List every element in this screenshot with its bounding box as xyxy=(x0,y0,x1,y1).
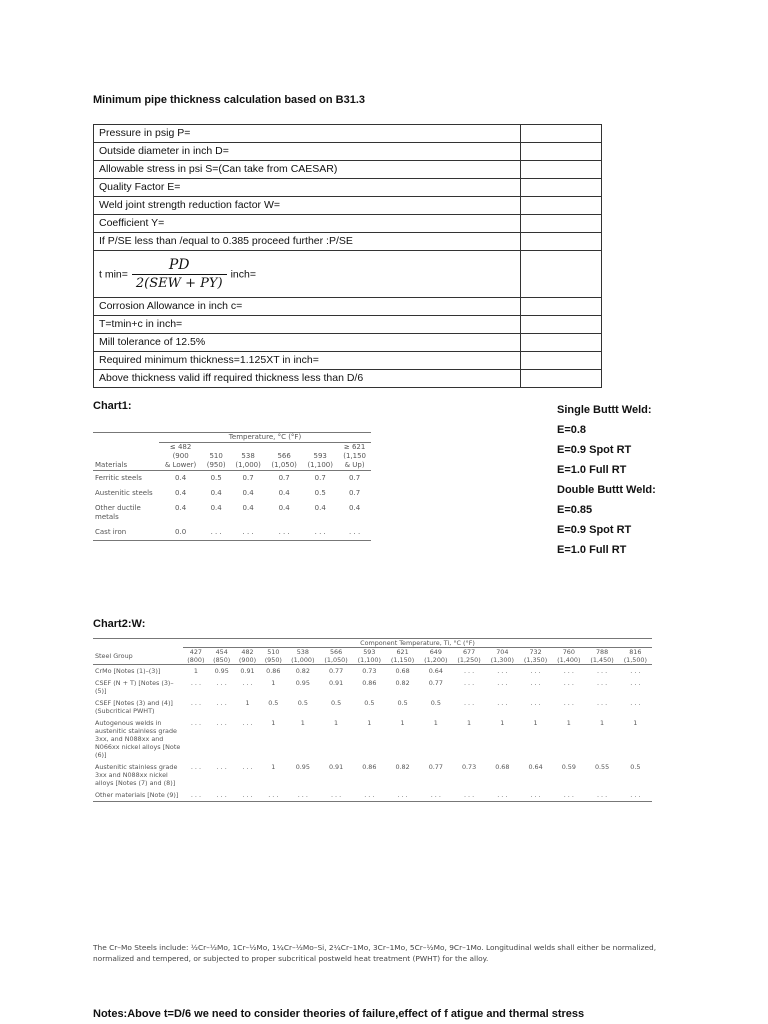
t2-row xyxy=(93,789,652,802)
t1-value: 0.4 xyxy=(314,504,326,512)
t2-temp-f: (1,350) xyxy=(523,656,548,664)
t1-row xyxy=(93,471,371,487)
t2-value: . . . xyxy=(183,789,209,802)
t1-value: 0.5 xyxy=(314,489,326,497)
t2-value: 0.64 xyxy=(528,763,543,771)
calc-value-field[interactable] xyxy=(521,316,602,334)
t2-value: 0.82 xyxy=(395,679,410,687)
t1-temp-header: Temperature, °C (°F) xyxy=(159,433,371,443)
t2-value: . . . xyxy=(242,719,253,727)
t1-header-row xyxy=(93,433,371,443)
t2-temp-header: Component Temperature, Ti, °C (°F) xyxy=(183,639,652,648)
formula-prefix: t min= xyxy=(99,267,128,280)
calc-row-formula xyxy=(94,251,602,298)
t1-material: Austenitic steels xyxy=(95,489,153,497)
weld-factor-notes xyxy=(557,400,656,560)
calc-row-label: Mill tolerance of 12.5% xyxy=(94,334,521,352)
formula-suffix: inch= xyxy=(230,267,256,280)
calc-value-field[interactable] xyxy=(521,125,602,143)
t2-value: 0.86 xyxy=(362,763,377,771)
calc-row-label: Pressure in psig P= xyxy=(94,125,521,143)
t2-temp-c: 454 xyxy=(215,648,228,656)
t1-column-header xyxy=(230,443,266,471)
t1-value: 0.4 xyxy=(278,489,290,497)
t2-steel-group: Austenitic stainless grade 3xx and N088xx nickel alloys [Notes (7) and (8)] xyxy=(95,763,178,787)
t2-value: 1 xyxy=(271,763,276,771)
t2-value: 0.82 xyxy=(295,667,310,675)
t2-temp-f: (1,450) xyxy=(590,656,614,664)
t2-row xyxy=(93,677,652,697)
t2-temp-c: 510 xyxy=(267,648,280,656)
t2-column-row xyxy=(93,648,652,665)
t2-temp-f: (1,100) xyxy=(357,656,381,664)
t2-steel-group: Other materials [Note (9)] xyxy=(93,789,183,802)
t2-value: . . . xyxy=(563,699,574,707)
t2-value: 0.95 xyxy=(214,667,229,675)
t2-value: 0.5 xyxy=(397,699,408,707)
t2-value: 1 xyxy=(193,667,198,675)
t1-value: . . . xyxy=(266,525,302,541)
t2-value: . . . xyxy=(353,789,386,802)
t2-value: . . . xyxy=(216,679,227,687)
t2-column-header xyxy=(260,648,286,665)
t1-value: . . . xyxy=(338,525,371,541)
t2-row xyxy=(93,697,652,717)
formula-numerator: PD xyxy=(168,256,190,273)
t2-column-header xyxy=(209,648,235,665)
t2-value: 0.64 xyxy=(428,667,443,675)
t2-temp-c: 677 xyxy=(462,648,476,656)
t2-value: . . . xyxy=(530,667,541,675)
t1-column-row xyxy=(93,443,371,471)
t1-value: 0.4 xyxy=(242,489,254,497)
t2-steel-group: CSEF (N + T) [Notes (3)–(5)] xyxy=(95,679,174,695)
t2-steel-group: Autogenous welds in austenitic stainless grade 3xx, and N088xx and N066xx nickel alloys [Note (6)] xyxy=(95,719,181,759)
t2-temp-f: (1,000) xyxy=(291,656,315,664)
t2-column-header xyxy=(552,648,585,665)
calc-row-label: If P/SE less than /equal to 0.385 proceed further :P/SE xyxy=(94,233,521,251)
t2-value: 1 xyxy=(271,679,276,687)
t2-value: . . . xyxy=(596,667,608,675)
calc-row xyxy=(94,370,602,388)
t2-value: 1 xyxy=(300,719,305,727)
calc-row-label: Weld joint strength reduction factor W= xyxy=(94,197,521,215)
t1-column-header-line: 566 xyxy=(277,452,291,460)
t2-value: . . . xyxy=(463,699,475,707)
t2-value: 0.5 xyxy=(364,699,375,707)
calc-row-label: Corrosion Allowance in inch c= xyxy=(94,298,521,316)
t2-value: . . . xyxy=(630,699,641,707)
calc-value-field[interactable] xyxy=(521,197,602,215)
t2-temp-c: 482 xyxy=(241,648,254,656)
t2-temp-f: (1,250) xyxy=(457,656,481,664)
t2-value: . . . xyxy=(497,679,508,687)
t2-value: . . . xyxy=(552,789,585,802)
t1-value: . . . xyxy=(230,525,266,541)
t2-temp-c: 649 xyxy=(429,648,442,656)
calc-row xyxy=(94,125,602,143)
t2-value: 1 xyxy=(500,719,505,727)
calc-row-label: Coefficient Y= xyxy=(94,215,521,233)
t1-value: 0.4 xyxy=(210,504,222,512)
t2-value: . . . xyxy=(596,699,608,707)
t1-column-header-line: ≤ 482 xyxy=(169,443,192,451)
t2-temp-c: 816 xyxy=(629,648,642,656)
calc-value-field[interactable] xyxy=(521,143,602,161)
t2-column-header xyxy=(319,648,352,665)
t2-value: 0.73 xyxy=(461,763,477,771)
t2-temp-f: (1,400) xyxy=(557,656,581,664)
t2-row xyxy=(93,761,652,789)
calc-row xyxy=(94,161,602,179)
t2-value: . . . xyxy=(190,699,201,707)
t2-column-header xyxy=(286,648,319,665)
calc-value-field[interactable] xyxy=(521,233,602,251)
calc-value-field[interactable] xyxy=(521,161,602,179)
t2-temp-c: 538 xyxy=(296,648,309,656)
t2-column-header xyxy=(386,648,419,665)
t2-temp-f: (1,300) xyxy=(490,656,514,664)
t2-column-header xyxy=(585,648,618,665)
t1-column-header-line: (1,150 xyxy=(343,452,366,460)
t2-value: . . . xyxy=(530,699,541,707)
t1-value: . . . xyxy=(202,525,230,541)
calc-row xyxy=(94,197,602,215)
t2-value: 0.91 xyxy=(240,667,255,675)
t2-value: . . . xyxy=(419,789,452,802)
t2-value: 0.73 xyxy=(362,667,377,675)
t2-value: . . . xyxy=(497,667,508,675)
t2-value: 1 xyxy=(467,719,472,727)
t2-value: . . . xyxy=(260,789,286,802)
t2-value: 0.82 xyxy=(395,763,410,771)
t2-value: . . . xyxy=(216,763,227,771)
single-weld-line: E=0.8 xyxy=(557,424,587,436)
t2-temp-f: (800) xyxy=(187,656,205,664)
t2-value: 0.5 xyxy=(430,699,441,707)
calc-value-field[interactable] xyxy=(521,215,602,233)
t1-column-header-line: (1,100) xyxy=(307,461,333,469)
t1-column-header-line xyxy=(268,443,300,452)
calc-value-field[interactable] xyxy=(521,334,602,352)
t2-value: . . . xyxy=(463,679,475,687)
t2-value: 1 xyxy=(271,719,276,727)
t2-column-header xyxy=(419,648,452,665)
t2-value: 1 xyxy=(533,719,538,727)
t1-row xyxy=(93,525,371,541)
document-title: Minimum pipe thickness calculation based on B31.3 xyxy=(93,94,366,106)
t2-value: 0.95 xyxy=(295,763,310,771)
t2-value: . . . xyxy=(319,789,352,802)
calc-row-label: Outside diameter in inch D= xyxy=(94,143,521,161)
t2-value: . . . xyxy=(563,667,574,675)
t1-column-header-line: & Lower) xyxy=(164,461,197,469)
t2-column-header xyxy=(486,648,519,665)
t2-temp-f: (1,200) xyxy=(424,656,448,664)
t2-row xyxy=(93,665,652,678)
t1-value: 0.7 xyxy=(349,489,361,497)
calc-row xyxy=(94,334,602,352)
t1-material: Ferritic steels xyxy=(95,474,142,482)
t2-temp-c: 788 xyxy=(595,648,609,656)
t2-value: . . . xyxy=(190,763,201,771)
t2-row xyxy=(93,717,652,761)
t1-column-header xyxy=(159,443,202,471)
t2-value: 0.5 xyxy=(268,699,279,707)
t2-value: 0.5 xyxy=(330,699,342,707)
t1-column-header-line xyxy=(204,443,228,452)
t1-column-header xyxy=(302,443,338,471)
t2-temp-f: (950) xyxy=(264,656,282,664)
t1-value: 0.7 xyxy=(314,474,326,482)
t2-value: 1 xyxy=(367,719,372,727)
chart1-label: Chart1: xyxy=(93,400,132,412)
calc-value-field[interactable] xyxy=(521,251,602,298)
t2-value: . . . xyxy=(235,789,261,802)
t2-value: 0.77 xyxy=(428,763,443,771)
calc-row xyxy=(94,215,602,233)
t2-value: 1 xyxy=(245,699,250,707)
calc-row xyxy=(94,316,602,334)
t1-value: 0.4 xyxy=(175,489,187,497)
t2-value: . . . xyxy=(486,789,519,802)
t2-value: 0.68 xyxy=(395,667,410,675)
t2-temp-c: 760 xyxy=(562,648,575,656)
single-weld-title: Single Buttt Weld: xyxy=(557,404,652,416)
calc-row xyxy=(94,233,602,251)
t1-column-header xyxy=(338,443,371,471)
notes: Notes:Above t=D/6 we need to consider theories of failure,effect of f atigue and thermal stress xyxy=(93,1008,585,1020)
calc-row xyxy=(94,143,602,161)
t1-column-header-line: (950) xyxy=(206,461,226,469)
t1-value: 0.4 xyxy=(242,504,254,512)
weld-strength-reduction-table xyxy=(93,638,652,802)
t2-header-row xyxy=(93,639,652,648)
t2-temp-f: (1,500) xyxy=(623,656,647,664)
t2-value: 0.86 xyxy=(266,667,281,675)
t2-value: 0.77 xyxy=(328,667,344,675)
t2-value: . . . xyxy=(630,679,641,687)
t2-value: 0.59 xyxy=(561,763,576,771)
t2-temp-f: (1,050) xyxy=(324,656,348,664)
chart2-label: Chart2:W: xyxy=(93,618,146,630)
t2-temp-c: 427 xyxy=(189,648,202,656)
t2-value: 0.5 xyxy=(630,763,641,771)
tmin-formula xyxy=(94,251,521,298)
t1-column-header-line: (900 xyxy=(172,452,189,460)
t1-value: 0.7 xyxy=(242,474,254,482)
t2-value: . . . xyxy=(463,667,475,675)
t1-value: 0.5 xyxy=(210,474,222,482)
t1-value: . . . xyxy=(302,525,338,541)
t2-value: . . . xyxy=(619,789,652,802)
calc-row-label: Quality Factor E= xyxy=(94,179,521,197)
t2-value: 0.86 xyxy=(362,679,377,687)
t1-row xyxy=(93,501,371,525)
t2-value: . . . xyxy=(630,667,641,675)
t2-temp-f: (850) xyxy=(213,656,231,664)
t1-column-header-line: & Up) xyxy=(344,461,365,469)
t2-column-header xyxy=(183,648,209,665)
t1-value: 0.4 xyxy=(210,489,222,497)
t1-value: 0.4 xyxy=(175,504,187,512)
t1-value: 0.4 xyxy=(278,504,290,512)
t1-column-header-line: (1,000) xyxy=(235,461,261,469)
t2-value: 0.5 xyxy=(297,699,308,707)
t2-column-header xyxy=(235,648,261,665)
calc-value-field[interactable] xyxy=(521,179,602,197)
t2-value: 0.91 xyxy=(328,679,344,687)
t2-value: . . . xyxy=(386,789,419,802)
formula-fraction xyxy=(132,256,227,293)
calc-row xyxy=(94,179,602,197)
t2-value: . . . xyxy=(585,789,618,802)
single-weld-line: E=0.9 Spot RT xyxy=(557,444,632,456)
t2-temp-c: 704 xyxy=(496,648,509,656)
t2-temp-f: (900) xyxy=(238,656,257,664)
calculation-table xyxy=(93,124,602,388)
t1-material: Other ductile metals xyxy=(95,504,141,521)
t2-value: 1 xyxy=(600,719,605,727)
t2-value: 0.55 xyxy=(594,763,610,771)
t1-column-header xyxy=(202,443,230,471)
t2-column-header xyxy=(619,648,652,665)
calc-row xyxy=(94,298,602,316)
t1-value: 0.4 xyxy=(175,474,187,482)
t1-value: 0.7 xyxy=(278,474,290,482)
t2-steel-group: CrMo [Notes (1)–(3)] xyxy=(95,667,161,675)
single-weld-line: E=1.0 Full RT xyxy=(557,464,627,476)
t2-value: 1 xyxy=(400,719,405,727)
t2-temp-f: (1,150) xyxy=(390,656,415,664)
t2-value: . . . xyxy=(242,679,253,687)
formula-denominator: 2(SEW + PY) xyxy=(135,275,223,291)
t2-value: 0.77 xyxy=(428,679,443,687)
double-weld-line: E=0.9 Spot RT xyxy=(557,524,632,536)
t2-column-header xyxy=(519,648,552,665)
t2-value: 0.95 xyxy=(295,679,310,687)
t2-value: 1 xyxy=(433,719,438,727)
double-weld-title: Double Buttt Weld: xyxy=(557,484,656,496)
t2-temp-c: 593 xyxy=(363,648,376,656)
t2-temp-c: 566 xyxy=(329,648,343,656)
t2-value: . . . xyxy=(530,679,541,687)
t2-value: 1 xyxy=(633,719,638,727)
calc-value-field[interactable] xyxy=(521,298,602,316)
t1-material: Cast iron xyxy=(93,525,159,541)
t2-value: . . . xyxy=(286,789,319,802)
calc-row-label: Above thickness valid iff required thickness less than D/6 xyxy=(94,370,521,388)
t1-column-header-line: (1,050) xyxy=(271,461,297,469)
t1-row xyxy=(93,486,371,501)
t2-value: . . . xyxy=(596,679,608,687)
t1-column-header-line: 593 xyxy=(313,452,327,460)
t1-column-header-line xyxy=(232,443,264,452)
t2-value: 0.91 xyxy=(328,763,344,771)
t2-column-header xyxy=(452,648,485,665)
t2-value: . . . xyxy=(497,699,508,707)
t2-steel-group: CSEF [Notes (3) and (4)] (Subcritical PWHT) xyxy=(95,699,173,715)
calc-row-label: Allowable stress in psi S=(Can take from CAESAR) xyxy=(94,161,521,179)
calc-row-label: T=tmin+c in inch= xyxy=(94,316,521,334)
calc-row-label: Required minimum thickness=1.125XT in inch= xyxy=(94,352,521,370)
t2-value: 1 xyxy=(566,719,571,727)
double-weld-line: E=1.0 Full RT xyxy=(557,544,627,556)
calc-value-field[interactable] xyxy=(521,352,602,370)
t2-value: 0.68 xyxy=(495,763,510,771)
t2-value: . . . xyxy=(452,789,485,802)
t1-column-header-line: 510 xyxy=(209,452,223,460)
t1-value: 0.4 xyxy=(349,504,361,512)
t2-temp-c: 621 xyxy=(396,648,409,656)
calc-value-field[interactable] xyxy=(521,370,602,388)
t2-value: . . . xyxy=(242,763,253,771)
t1-materials-header: Materials xyxy=(93,443,159,471)
t2-group-header: Steel Group xyxy=(93,648,183,665)
t2-value: . . . xyxy=(563,679,574,687)
t1-column-header-line: ≥ 621 xyxy=(343,443,366,451)
double-weld-line: E=0.85 xyxy=(557,504,593,516)
t1-column-header-line: 538 xyxy=(241,452,255,460)
t2-temp-c: 732 xyxy=(529,648,542,656)
t2-value: . . . xyxy=(209,789,235,802)
t1-column-header xyxy=(266,443,302,471)
t2-value: . . . xyxy=(190,719,201,727)
t2-value: . . . xyxy=(190,679,201,687)
t2-column-header xyxy=(353,648,386,665)
t2-value: 1 xyxy=(334,719,339,727)
t1-column-header-line xyxy=(304,443,336,452)
t2-value: . . . xyxy=(216,699,227,707)
coefficient-y-table xyxy=(93,432,371,541)
chart2-footnote: The Cr–Mo Steels include: ½Cr–½Mo, 1Cr–½Mo, 1¼Cr–½Mo–Si, 2¼Cr–1Mo, 3Cr–1Mo, 5Cr–½Mo, 9Cr–1Mo. Longitudinal welds shall either be normalized, normalized and tempered, or subjected to proper subcritical postweld heat treatment (PWHT) for the alloy. xyxy=(93,943,657,963)
t2-value: . . . xyxy=(216,719,227,727)
t1-value: 0.7 xyxy=(349,474,361,482)
calc-row xyxy=(94,352,602,370)
t1-value: 0.0 xyxy=(159,525,202,541)
t2-value: . . . xyxy=(519,789,552,802)
